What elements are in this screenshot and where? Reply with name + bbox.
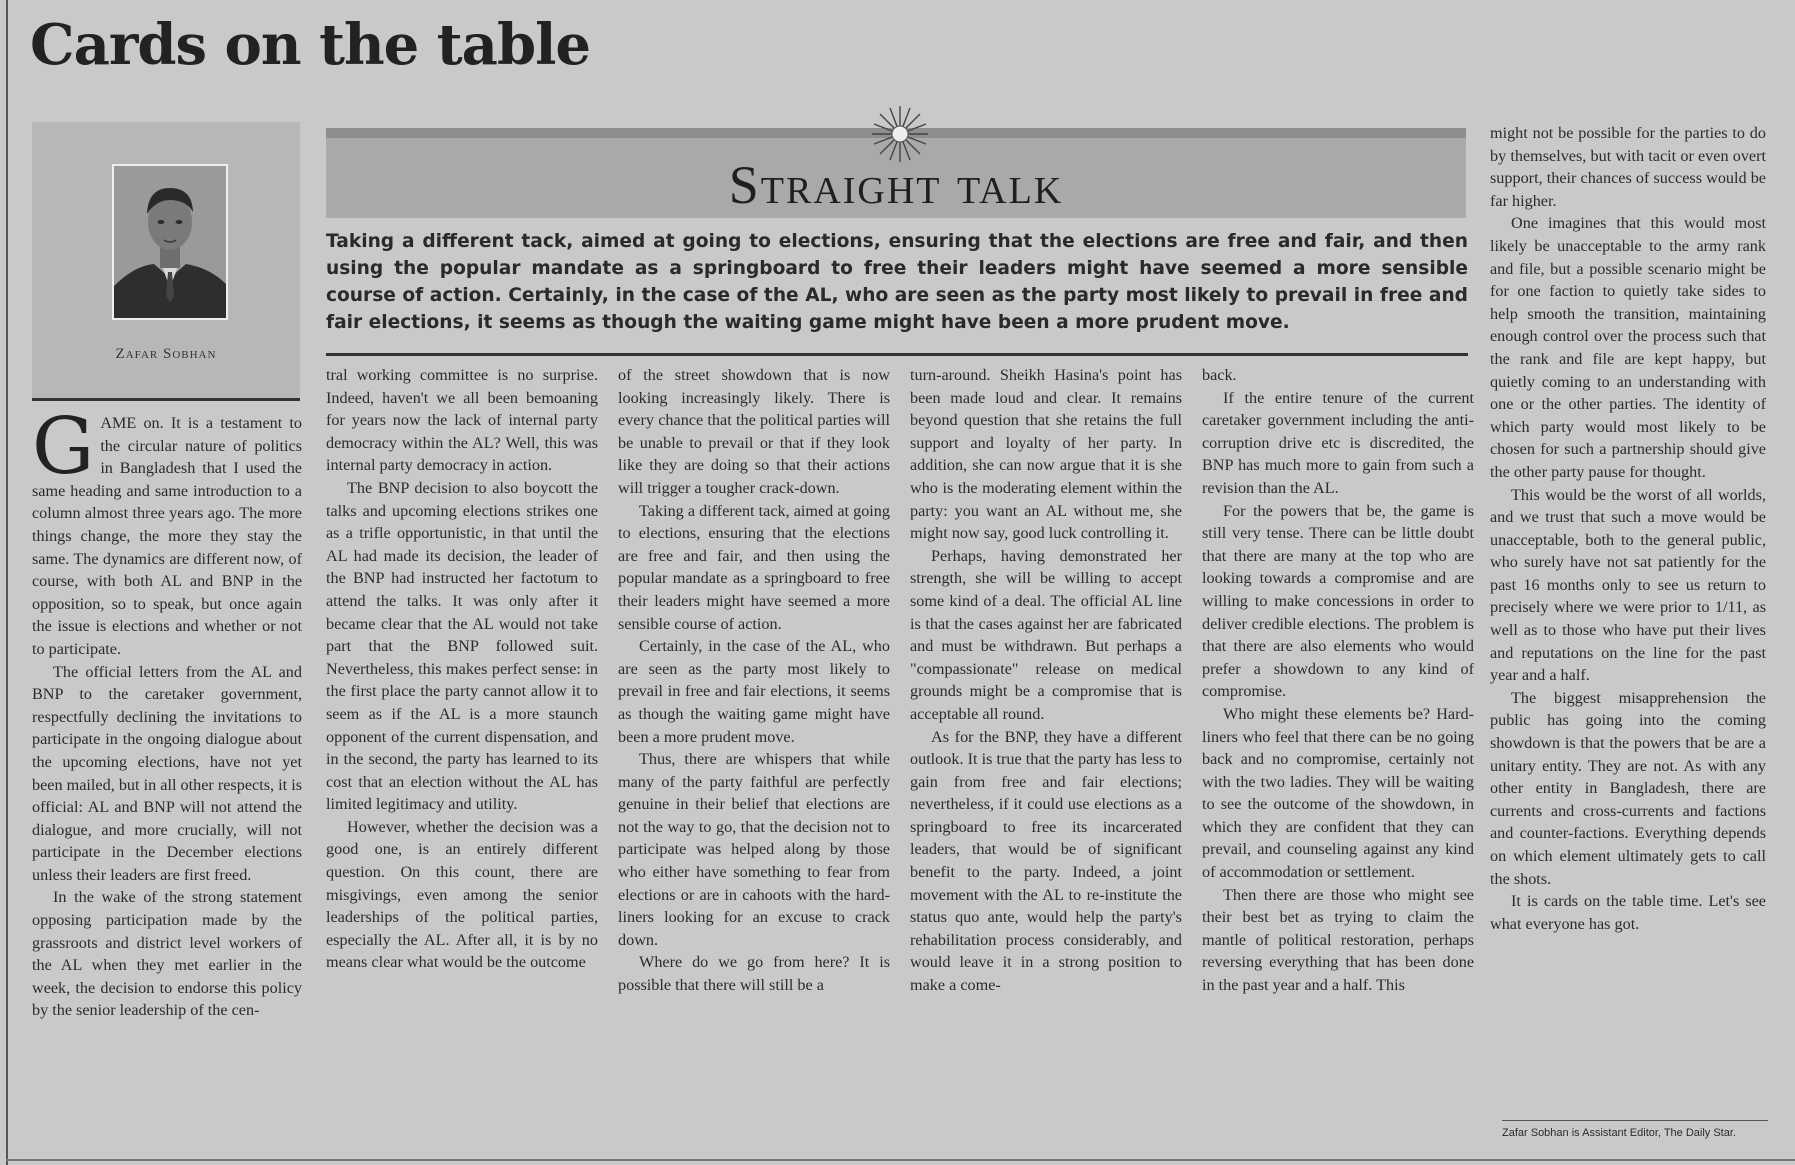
article-paragraph: tral working committee is no surprise. Indeed, haven't we all been bemoaning for years now the lack of internal party democracy within the AL? Well, this was internal party democracy in action. bbox=[326, 366, 598, 475]
article-paragraph: Certainly, in the case of the AL, who are seen as the party most likely to prevail in free and fair elections, it seems as though the waiting game might have been a more prudent move. bbox=[618, 637, 890, 746]
paragraph-text: AME on. It is a testament to the circular nature of politics in Bangladesh that I used the same heading and same introduction to a column almost three years ago. The more things change, the more they stay the same. The dynamics are different now, of course, with both AL and BNP in the opposition, so to speak, but once again the issue is elections and whether or not to participate. bbox=[32, 414, 302, 658]
author-portrait-icon bbox=[114, 166, 226, 318]
article-paragraph: This would be the worst of all worlds, and we trust that such a move would be unacceptable, both to the general public, who surely have not sat patiently for the past 16 months only to see us return to precisely where we were prior to 1/11, as well as to those who have put their lives and reputations on the line for the past year and a half. bbox=[1490, 485, 1766, 685]
article-column-1 bbox=[32, 412, 302, 1148]
article-paragraph: turn-around. Sheikh Hasina's point has been made loud and clear. It remains beyond question that she retains the full support and loyalty of her party. In addition, she can now argue that it is she who is the moderating element within the party: you want an AL without me, she might now say, good luck controlling it. bbox=[910, 366, 1182, 543]
article-paragraph: Thus, there are whispers that while many of the party faithful are perfectly genuine in their belief that elections are not the way to go, that the decision not to participate was helped along by those who either have something to fear from elections or are in cahoots with the hard-liners looking for an excuse to crack down. bbox=[618, 750, 890, 949]
article-paragraph: As for the BNP, they have a different outlook. It is true that the party has less to gain from free and fair elections; nevertheless, if it could use elections as a springboard to free its incarcerated leaders, that would be of significant benefit to the party. Indeed, a joint movement with the AL to re-institute the status quo ante, would help the party's rehabilitation process considerably, and would leave it in a strong position to make a come- bbox=[910, 727, 1182, 995]
author-panel bbox=[32, 122, 300, 401]
article-paragraph: Taking a different tack, aimed at going to elections, ensuring that the elections are free and fair, and then using the popular mandate as a springboard to free their leaders might have seemed a more sensible course of action. bbox=[618, 501, 890, 633]
article-column-4 bbox=[910, 364, 1182, 1148]
drop-cap: G bbox=[32, 412, 95, 492]
article-paragraph: might not be possible for the parties to do by themselves, but with tacit or even overt support, their chances of success would be far higher. bbox=[1490, 124, 1766, 210]
article-paragraph: The official letters from the AL and BNP to the caretaker government, respectfully declining the invitations to participate in the ongoing dialogue about the upcoming elections, have not yet been mailed, but in all other respects, it is official: AL and BNP will not attend the dialogue, and more crucially, will not participate in the December elections unless their leaders are first freed. bbox=[32, 662, 302, 884]
article-paragraph: For the powers that be, the game is still very tense. There can be little doubt that there are many at the top who are looking towards a compromise and are willing to make concessions in order to deliver credible elections. The problem is that there are also elements who would prefer a showdown to any kind of compromise. bbox=[1202, 501, 1474, 701]
page-bottom-rule bbox=[6, 1159, 1795, 1161]
article-paragraph: of the street showdown that is now looking increasingly likely. There is every chance that the political parties will be unable to prevail or that if they look like they are doing so that their actions will trigger a tougher crack-down. bbox=[618, 366, 890, 497]
article-paragraph: If the entire tenure of the current caretaker government including the anti-corruption drive etc is discredited, the BNP has much more to gain from such a revision than the AL. bbox=[1202, 388, 1474, 497]
article-paragraph: It is cards on the table time. Let's see what everyone has got. bbox=[1490, 892, 1766, 933]
article-paragraph: The BNP decision to also boycott the talks and upcoming elections strikes one as a trifle opportunistic, in that until the AL had made its decision, the leader of the BNP had instructed her factotum to attend the talks. It was only after it became clear that the AL would not take part that the BNP followed suit. Nevertheless, this makes perfect sense: in the first place the party cannot allow it to seem as if the AL is a more staunch opponent of the current dispensation, and in the second, the party has learned to its cost that an election without the AL has limited legitimacy and utility. bbox=[326, 478, 598, 814]
article-paragraph: One imagines that this would most likely be unacceptable to the army rank and file, but a possible scenario might be for one faction to quietly take sides to help smooth the transition, maintaining enough control over the process such that the rank and file are kept happy, but quietly coming to an understanding with one or the other parties. The identity of which party would most likely to be chosen for such a partnership should give the other party pause for thought. bbox=[1490, 214, 1766, 481]
author-name: Zafar Sobhan bbox=[115, 346, 217, 362]
article-paragraph: Where do we go from here? It is possible that there will still be a bbox=[618, 953, 890, 995]
column-title: Straight talk bbox=[728, 155, 1064, 215]
article-paragraph: Who might these elements be? Hard-liners who feel that there can be no going back and no compromise, certainly not with the two ladies. They will be waiting to see the outcome of the showdown, in which they are confident that they can prevail, and counseling against any kind of accommodation or settlement. bbox=[1202, 704, 1474, 882]
page-edge-rule bbox=[6, 0, 8, 1165]
article-column-6 bbox=[1490, 122, 1766, 1122]
headline: Cards on the table bbox=[30, 12, 591, 78]
intro-rule bbox=[326, 353, 1468, 356]
article-paragraph: back. bbox=[1202, 366, 1237, 384]
starburst-icon bbox=[870, 104, 930, 164]
article-column-3 bbox=[618, 364, 890, 1148]
article-column-2 bbox=[326, 364, 598, 1148]
article-column-5 bbox=[1202, 364, 1474, 1148]
article-paragraph bbox=[32, 412, 302, 661]
article-paragraph: Then there are those who might see their best bet as trying to claim the mantle of political restoration, perhaps reversing everything that has been done in the past year and a half. This bbox=[1202, 885, 1474, 995]
article-paragraph: The biggest misapprehension the public has going into the coming showdown is that the powers that be are a unitary entity. They are not. As with any other entity in Bangladesh, there are currents and cross-currents and factions and counter-factions. Everything depends on which element ultimately gets to call the shots. bbox=[1490, 688, 1766, 888]
author-credit: Zafar Sobhan is Assistant Editor, The Daily Star. bbox=[1502, 1127, 1736, 1139]
credit-rule bbox=[1502, 1120, 1768, 1121]
article-paragraph: In the wake of the strong statement opposing participation made by the grassroots and district level workers of the AL when they met earlier in the week, the decision to endorse this policy by the senior leadership of the cen- bbox=[32, 888, 302, 1020]
intro-standfirst: Taking a different tack, aimed at going to elections, ensuring that the elections are free and fair, and then using the popular mandate as a springboard to free their leaders might have seemed a more sensible course of action. Certainly, in the case of the AL, who are seen as the party most likely to prevail in free and fair elections, it seems as though the waiting game might have been a more prudent move. bbox=[326, 231, 1468, 333]
article-paragraph: However, whether the decision was a good one, is an entirely different question. On this count, there are misgivings, even among the senior leaderships of the political parties, especially the AL. After all, it is by no means clear what would be the outcome bbox=[326, 817, 598, 972]
article-paragraph: Perhaps, having demonstrated her strength, she will be willing to accept some kind of a deal. The official AL line is that the cases against her are fabricated and must be withdrawn. But perhaps a "compassionate" release on medical grounds might be a compromise that is acceptable all round. bbox=[910, 546, 1182, 723]
author-photo bbox=[112, 164, 228, 320]
